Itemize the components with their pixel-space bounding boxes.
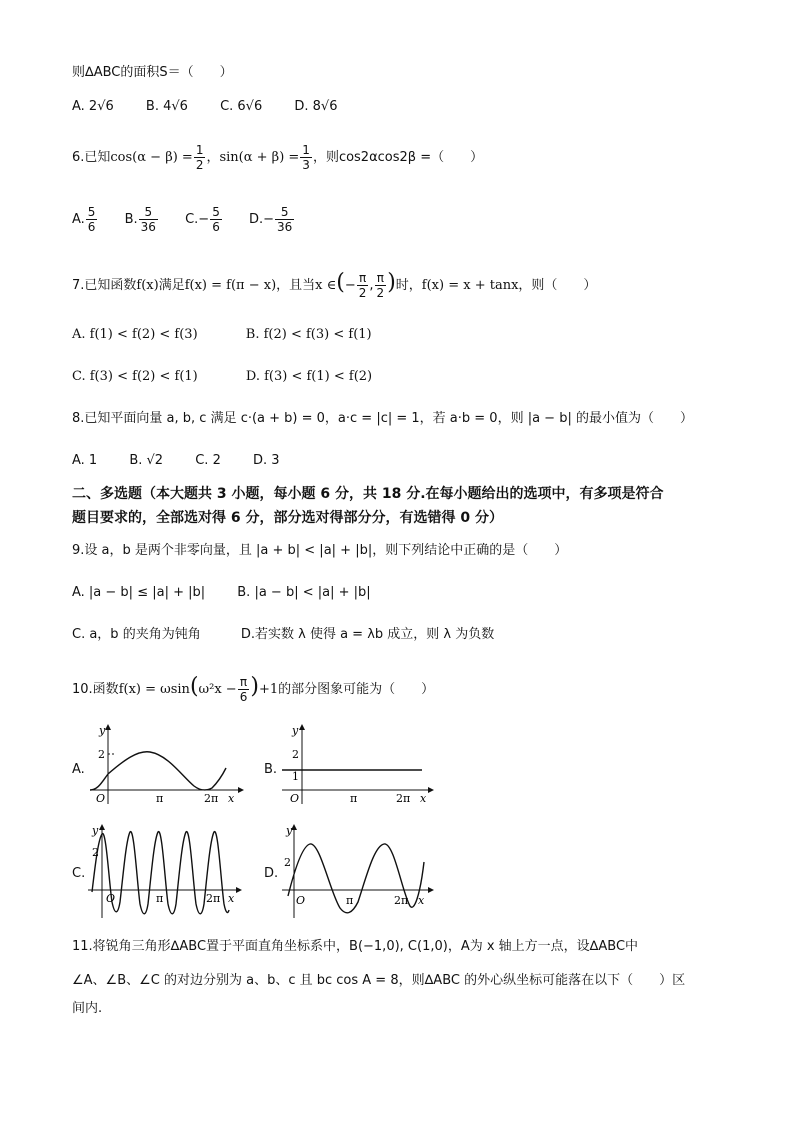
graph-c-label[interactable]: C. [72, 866, 86, 881]
q7-mid2: ，且当 [276, 278, 316, 293]
graph-b-y-tick-2: 2 [292, 748, 299, 761]
option-sign: − [263, 212, 275, 227]
fraction-numerator: π [375, 271, 387, 286]
fraction-denominator: 36 [277, 220, 293, 234]
q5-stem: 则∆ABC的面积S＝（ ） [72, 65, 233, 80]
graph-c-x-tick-2pi: 2π [206, 892, 221, 905]
section-heading-line2: 题目要求的，全部选对得 6 分，部分选对得部分分，有选错得 0 分） [72, 510, 503, 526]
graph-c-x-arrow [236, 887, 242, 893]
graph-c-x-tick-pi: π [156, 892, 164, 905]
fraction-denominator: 36 [140, 220, 156, 234]
q6-cond1: cos(α − β) = [110, 150, 193, 165]
graph-a-origin: O [96, 792, 106, 805]
q5-option-a[interactable]: A. 2√6 [72, 99, 114, 114]
graph-b-y-tick-1: 1 [292, 770, 299, 783]
graph-d [280, 822, 440, 920]
q7-options-row2 [72, 368, 400, 386]
fraction-numerator: 5 [87, 205, 96, 219]
option-label: A. [72, 212, 85, 227]
q9-option-c[interactable]: C. a，b 的夹角为钝角 [72, 627, 201, 642]
graph-c [86, 822, 250, 920]
graph-b-label[interactable]: B. [264, 762, 278, 777]
graph-d-origin: O [296, 894, 306, 907]
fraction-numerator: π [238, 675, 250, 690]
q6-sep: ， [206, 150, 220, 165]
graph-a-x-tick-pi: π [156, 792, 164, 805]
q5-option-c[interactable]: C. 6√6 [220, 99, 263, 114]
q7-option-c[interactable]: C. f(3) < f(2) < f(1) [72, 369, 198, 384]
q6-cond2: sin(α + β) = [219, 150, 300, 165]
q7-f2: f(x) = f(π − x) [184, 278, 277, 293]
fraction-numerator: 5 [139, 205, 158, 220]
fraction-denominator: 3 [302, 158, 310, 172]
fraction-numerator: 1 [302, 143, 310, 157]
graph-b-x-tick-pi: π [350, 792, 358, 805]
q6-stem [72, 140, 483, 176]
graph-d-x-arrow [428, 887, 434, 893]
option-fraction [210, 205, 222, 234]
q9-options-row2 [72, 626, 494, 644]
q8-option-a[interactable]: A. 1 [72, 453, 98, 468]
graph-c-x-label: x [228, 892, 235, 905]
q10-paren-open: ( [189, 674, 199, 699]
option-fraction [139, 205, 158, 234]
q7-interval-frac1 [357, 271, 369, 300]
graph-d-label[interactable]: D. [264, 866, 279, 881]
option-label: D. [248, 212, 264, 227]
q6-option-a[interactable] [72, 202, 98, 238]
fraction-denominator: 2 [376, 286, 385, 300]
section-heading [72, 482, 732, 530]
q6-option-b[interactable] [125, 202, 159, 238]
q7-def: f(x) = x + tanx [421, 278, 519, 293]
graph-a-y-tick: 2 [98, 748, 105, 761]
graph-b-x-label: x [420, 792, 427, 805]
q6-ask: ，则cos2αcos2β =（ ） [312, 150, 484, 165]
q10-prefix: 10.函数 [72, 682, 119, 697]
section-heading-line1: 二、多选题（本大题共 3 小题，每小题 6 分，共 18 分.在每小题给出的选项中，有多项是符合 [72, 486, 664, 502]
q7-option-b[interactable]: B. f(2) < f(3) < f(1) [245, 327, 372, 342]
graph-b-origin: O [290, 792, 300, 805]
q6-prefix: 6.已知 [72, 150, 111, 165]
q10-ask: 的部分图象可能为（ ） [278, 682, 435, 697]
q7-interval-frac2 [375, 271, 387, 300]
q7-prefix: 7.已知函数 [72, 278, 137, 293]
q9-option-a[interactable]: A. |a − b| ≤ |a| + |b| [72, 585, 206, 600]
q10-inner: ω²x − [198, 682, 237, 697]
q8-option-b[interactable]: B. √2 [129, 453, 164, 468]
q11-line1: 11.将锐角三角形∆ABC置于平面直角坐标系中，B(−1,0), C(1,0)，A为 x 轴上方一点，设∆ABC中 [72, 939, 639, 954]
graph-d-y-label: y [286, 824, 293, 837]
q7-interval-comma: , [369, 278, 374, 293]
fraction-numerator: 5 [275, 205, 294, 220]
graph-d-x-label: x [418, 894, 425, 907]
q9-stem: 9.设 a，b 是两个非零向量，且 |a + b| < |a| + |b|，则下列结论中正确的是（ ） [72, 543, 568, 558]
graph-b [280, 722, 440, 806]
graph-a-y-arrow [105, 724, 111, 730]
option-label: C. [185, 212, 199, 227]
fraction-denominator: 6 [87, 220, 96, 234]
option-sign: − [198, 212, 210, 227]
q10-stem [72, 668, 434, 706]
q6-option-d[interactable] [249, 202, 295, 238]
q8-options [72, 452, 308, 470]
q7-interval-minus: − [344, 278, 356, 293]
q6-cond2-fraction [300, 143, 312, 172]
q6-option-c[interactable] [185, 202, 223, 238]
graph-d-x-tick-2pi: 2π [394, 894, 409, 907]
graph-c-origin: O [106, 892, 116, 905]
graph-a-x-arrow [238, 787, 244, 793]
q8-option-c[interactable]: C. 2 [195, 453, 221, 468]
q7-stem [72, 264, 596, 302]
option-fraction [86, 205, 98, 234]
fraction-denominator: 6 [212, 220, 220, 234]
fraction-numerator: 5 [212, 205, 220, 219]
q10-func: f(x) = ωsin [118, 682, 190, 697]
graph-a [88, 722, 248, 806]
graph-b-x-tick-2pi: 2π [396, 792, 411, 805]
q7-option-d[interactable]: D. f(3) < f(1) < f(2) [245, 369, 373, 384]
graph-b-x-arrow [428, 787, 434, 793]
q9-option-b[interactable]: B. |a − b| < |a| + |b| [237, 585, 371, 600]
q10-tail: +1 [258, 682, 279, 697]
q9-option-d[interactable]: D.若实数 λ 使得 a = λb 成立，则 λ 为负数 [240, 627, 495, 642]
q11-line2: ∠A、∠B、∠C 的对边分别为 a、b、c 且 bc cos A = 8，则∆ABC 的外心纵坐标可能落在以下（ ）区 [72, 973, 686, 988]
graph-d-y-tick: 2 [284, 856, 291, 869]
option-label: B. [124, 212, 138, 227]
graph-c-y-label: y [92, 824, 99, 837]
q6-options [72, 202, 295, 238]
fraction-denominator: 2 [195, 158, 204, 172]
fraction-denominator: 6 [239, 690, 248, 704]
q10-paren-close: ) [250, 674, 259, 699]
q5-option-d[interactable]: D. 8√6 [294, 99, 338, 114]
graph-a-label[interactable]: A. [72, 762, 85, 777]
graph-a-x-label: x [228, 792, 235, 805]
q11-line3: 间内. [72, 1001, 103, 1016]
graph-b-y-arrow [299, 724, 305, 730]
graph-d-x-tick-pi: π [346, 894, 354, 907]
q10-inner-fraction [238, 675, 250, 704]
q7-mid3: 时， [395, 278, 422, 293]
option-fraction [275, 205, 294, 234]
q8-stem: 8.已知平面向量 a, b, c 满足 c·(a + b) = 0，a·c = |c| = 1，若 a·b = 0，则 |a − b| 的最小值为（ ） [72, 411, 693, 426]
q5-option-b[interactable]: B. 4√6 [145, 99, 188, 114]
graph-c-y-arrow [99, 824, 105, 830]
q7-ask: ，则（ ） [518, 278, 597, 293]
q7-interval-close: ) [387, 270, 396, 295]
fraction-numerator: π [357, 271, 369, 286]
graph-a-curve [90, 752, 226, 790]
q6-cond1-fraction [194, 143, 206, 172]
q7-f1: f(x) [136, 278, 159, 293]
graph-b-y-label: y [292, 724, 299, 737]
q9-options-row1 [72, 584, 371, 602]
q7-mid1: 满足 [158, 278, 185, 293]
q7-options-row1 [72, 326, 400, 344]
q5-options [72, 98, 365, 116]
graph-a-x-tick-2pi: 2π [204, 792, 219, 805]
q7-interval: ( [336, 270, 345, 295]
graph-c-y-tick: 2 [92, 846, 99, 859]
fraction-denominator: 2 [358, 286, 367, 300]
fraction-numerator: 1 [195, 143, 204, 157]
q7-x-in: x ∈ [315, 278, 337, 293]
graph-a-y-label: y [99, 724, 106, 737]
q8-option-d[interactable]: D. 3 [253, 453, 280, 468]
q7-option-a[interactable]: A. f(1) < f(2) < f(3) [72, 327, 198, 342]
